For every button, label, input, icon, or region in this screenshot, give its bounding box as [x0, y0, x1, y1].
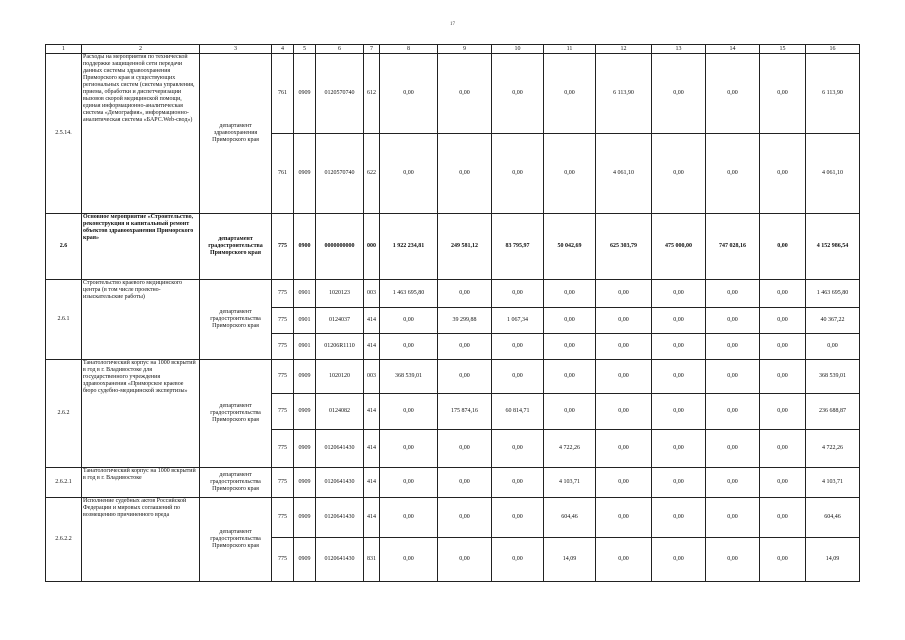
value-cell: 0,00: [492, 498, 544, 538]
table-row: [46, 498, 860, 538]
value-cell: 0,00: [706, 360, 760, 394]
value-cell: 4 152 986,54: [806, 214, 860, 280]
value-cell: 0,00: [760, 134, 806, 214]
value-cell: 0,00: [652, 280, 706, 308]
value-cell: 0,00: [652, 538, 706, 582]
value-cell: 0,00: [544, 394, 596, 430]
value-cell: 0120570740: [316, 54, 364, 134]
value-cell: 775: [272, 468, 294, 498]
value-cell: 0124082: [316, 394, 364, 430]
header-cell: 11: [544, 45, 596, 54]
header-row: [46, 45, 860, 54]
value-cell: 1 922 234,81: [380, 214, 438, 280]
value-cell: 0,00: [492, 280, 544, 308]
value-cell: 775: [272, 430, 294, 468]
item-description: Танатологический корпус на 1000 вскрытий в год в г. Владивостоке для государственного учреждения здравоохранения «Приморское краевое бюро судебно-медицинской экспертизы»: [82, 360, 200, 468]
value-cell: 0,00: [544, 308, 596, 334]
value-cell: 175 874,16: [438, 394, 492, 430]
value-cell: 0,00: [706, 308, 760, 334]
value-cell: 0120570740: [316, 134, 364, 214]
value-cell: 0,00: [438, 280, 492, 308]
value-cell: 236 688,87: [806, 394, 860, 430]
value-cell: 831: [364, 538, 380, 582]
value-cell: 0909: [294, 394, 316, 430]
value-cell: 0901: [294, 308, 316, 334]
value-cell: 625 303,79: [596, 214, 652, 280]
value-cell: 0,00: [438, 54, 492, 134]
value-cell: 000: [364, 214, 380, 280]
value-cell: 0,00: [544, 280, 596, 308]
value-cell: 0,00: [760, 430, 806, 468]
value-cell: 0,00: [652, 498, 706, 538]
value-cell: 0901: [294, 334, 316, 360]
value-cell: 0,00: [438, 360, 492, 394]
value-cell: 0,00: [492, 360, 544, 394]
value-cell: 0,00: [380, 538, 438, 582]
value-cell: 775: [272, 308, 294, 334]
value-cell: 0909: [294, 360, 316, 394]
value-cell: 1 463 695,80: [380, 280, 438, 308]
value-cell: 475 000,00: [652, 214, 706, 280]
value-cell: 6 113,90: [806, 54, 860, 134]
item-description: Основное мероприятие «Строительство, реконструкция и капитальный ремонт объектов здравоохранения Приморского края»: [82, 214, 200, 280]
value-cell: 0901: [294, 280, 316, 308]
value-cell: 0,00: [760, 498, 806, 538]
value-cell: 01206R1110: [316, 334, 364, 360]
value-cell: 0120641430: [316, 468, 364, 498]
table-row: [46, 214, 860, 280]
value-cell: 14,09: [806, 538, 860, 582]
value-cell: 0900: [294, 214, 316, 280]
value-cell: 747 028,16: [706, 214, 760, 280]
value-cell: 0,00: [652, 54, 706, 134]
value-cell: 39 299,88: [438, 308, 492, 334]
value-cell: 0,00: [706, 394, 760, 430]
value-cell: 0,00: [760, 54, 806, 134]
value-cell: 249 581,12: [438, 214, 492, 280]
value-cell: 0,00: [438, 538, 492, 582]
value-cell: 0,00: [380, 430, 438, 468]
value-cell: 4 103,71: [544, 468, 596, 498]
item-description: Расходы на мероприятия по технической поддержке защищенной сети передачи данных системы здравоохранения Приморского края и существующих региональных систем (система управления, приема, обработки и диспетчеризации вызовов скорой медицинской помощи, единая информационно-аналитическая система «Демография», информационно-аналитическая система «БАРС.Web-свод»): [82, 54, 200, 214]
value-cell: 0,00: [380, 498, 438, 538]
value-cell: 003: [364, 360, 380, 394]
item-executor: департамент градостроительства Приморского края: [200, 468, 272, 498]
value-cell: 0,00: [492, 430, 544, 468]
budget-table: [45, 44, 860, 582]
value-cell: 0909: [294, 54, 316, 134]
value-cell: 0,00: [706, 468, 760, 498]
header-cell: 4: [272, 45, 294, 54]
value-cell: 414: [364, 394, 380, 430]
header-cell: 13: [652, 45, 706, 54]
value-cell: 0,00: [760, 538, 806, 582]
value-cell: 0909: [294, 538, 316, 582]
item-executor: департамент здравоохранения Приморского края: [200, 54, 272, 214]
value-cell: 003: [364, 280, 380, 308]
value-cell: 83 795,97: [492, 214, 544, 280]
value-cell: 622: [364, 134, 380, 214]
item-number: 2.6.1: [46, 280, 82, 360]
value-cell: 1 463 695,80: [806, 280, 860, 308]
value-cell: 761: [272, 134, 294, 214]
value-cell: 604,46: [806, 498, 860, 538]
header-cell: 6: [316, 45, 364, 54]
table-row: [46, 54, 860, 134]
value-cell: 414: [364, 468, 380, 498]
table-row: [46, 360, 860, 394]
value-cell: 0,00: [492, 468, 544, 498]
value-cell: 0,00: [760, 280, 806, 308]
table-body: [46, 54, 860, 582]
value-cell: 0,00: [760, 360, 806, 394]
value-cell: 0,00: [596, 394, 652, 430]
value-cell: 775: [272, 360, 294, 394]
value-cell: 60 814,71: [492, 394, 544, 430]
header-cell: 8: [380, 45, 438, 54]
value-cell: 0,00: [706, 134, 760, 214]
value-cell: 0,00: [380, 468, 438, 498]
table-row: [46, 468, 860, 498]
page-number: 17: [450, 22, 455, 27]
value-cell: 0909: [294, 468, 316, 498]
header-cell: 16: [806, 45, 860, 54]
value-cell: 414: [364, 334, 380, 360]
value-cell: 0,00: [596, 360, 652, 394]
header-cell: 5: [294, 45, 316, 54]
value-cell: 0,00: [596, 498, 652, 538]
item-executor: департамент градостроительства Приморского края: [200, 498, 272, 582]
value-cell: 0,00: [596, 308, 652, 334]
value-cell: 0,00: [380, 54, 438, 134]
value-cell: 0909: [294, 498, 316, 538]
value-cell: 0,00: [760, 394, 806, 430]
value-cell: 0,00: [596, 334, 652, 360]
value-cell: 775: [272, 538, 294, 582]
value-cell: 0,00: [544, 134, 596, 214]
value-cell: 0,00: [760, 334, 806, 360]
value-cell: 0,00: [438, 498, 492, 538]
value-cell: 0,00: [380, 134, 438, 214]
header-cell: 9: [438, 45, 492, 54]
value-cell: 1020123: [316, 280, 364, 308]
value-cell: 0,00: [706, 430, 760, 468]
value-cell: 0,00: [380, 394, 438, 430]
value-cell: 0,00: [492, 134, 544, 214]
header-cell: 15: [760, 45, 806, 54]
value-cell: 414: [364, 498, 380, 538]
value-cell: 0,00: [706, 334, 760, 360]
value-cell: 0,00: [438, 334, 492, 360]
value-cell: 0909: [294, 430, 316, 468]
value-cell: 414: [364, 308, 380, 334]
item-number: 2.5.14.: [46, 54, 82, 214]
value-cell: 0,00: [706, 54, 760, 134]
value-cell: 604,46: [544, 498, 596, 538]
value-cell: 1 067,34: [492, 308, 544, 334]
value-cell: 0,00: [596, 280, 652, 308]
item-description: Строительство краевого медицинского центра (в том числе проектно-изыскательские работы): [82, 280, 200, 360]
value-cell: 0000000000: [316, 214, 364, 280]
value-cell: 0,00: [380, 334, 438, 360]
value-cell: 0,00: [596, 468, 652, 498]
header-cell: 2: [82, 45, 200, 54]
value-cell: 0,00: [760, 468, 806, 498]
value-cell: 0120641430: [316, 538, 364, 582]
value-cell: 4 722,26: [544, 430, 596, 468]
value-cell: 4 061,10: [806, 134, 860, 214]
value-cell: 0909: [294, 134, 316, 214]
header-cell: 12: [596, 45, 652, 54]
value-cell: 775: [272, 214, 294, 280]
value-cell: 0,00: [380, 308, 438, 334]
value-cell: 0,00: [492, 538, 544, 582]
value-cell: 775: [272, 394, 294, 430]
value-cell: 0124037: [316, 308, 364, 334]
value-cell: 0,00: [438, 134, 492, 214]
value-cell: 0120641430: [316, 430, 364, 468]
value-cell: 612: [364, 54, 380, 134]
value-cell: 4 061,10: [596, 134, 652, 214]
value-cell: 368 539,01: [380, 360, 438, 394]
value-cell: 414: [364, 430, 380, 468]
value-cell: 0120641430: [316, 498, 364, 538]
value-cell: 0,00: [760, 308, 806, 334]
value-cell: 0,00: [492, 334, 544, 360]
value-cell: 761: [272, 54, 294, 134]
item-executor: департамент градостроительства Приморского края: [200, 360, 272, 468]
value-cell: 0,00: [544, 334, 596, 360]
item-description: Исполнение судебных актов Российской Федерации и мировых соглашений по возмещению причиненного вреда: [82, 498, 200, 582]
value-cell: 0,00: [706, 498, 760, 538]
value-cell: 0,00: [652, 430, 706, 468]
header-cell: 3: [200, 45, 272, 54]
value-cell: 0,00: [596, 430, 652, 468]
header-cell: 1: [46, 45, 82, 54]
value-cell: 775: [272, 280, 294, 308]
value-cell: 0,00: [706, 538, 760, 582]
item-number: 2.6: [46, 214, 82, 280]
value-cell: 14,09: [544, 538, 596, 582]
value-cell: 368 539,01: [806, 360, 860, 394]
value-cell: 4 722,26: [806, 430, 860, 468]
value-cell: 0,00: [544, 54, 596, 134]
value-cell: 0,00: [596, 538, 652, 582]
item-number: 2.6.2.2: [46, 498, 82, 582]
item-executor: департамент градостроительства Приморского края: [200, 214, 272, 280]
value-cell: 775: [272, 498, 294, 538]
item-executor: департамент градостроительства Приморского края: [200, 280, 272, 360]
value-cell: 0,00: [492, 54, 544, 134]
header-cell: 7: [364, 45, 380, 54]
value-cell: 40 367,22: [806, 308, 860, 334]
header-cell: 14: [706, 45, 760, 54]
value-cell: 0,00: [652, 394, 706, 430]
value-cell: 1020120: [316, 360, 364, 394]
value-cell: 0,00: [652, 334, 706, 360]
item-description: Танатологический корпус на 1000 вскрытий в год в г. Владивостоке: [82, 468, 200, 498]
value-cell: 0,00: [760, 214, 806, 280]
value-cell: 50 042,69: [544, 214, 596, 280]
value-cell: 0,00: [806, 334, 860, 360]
value-cell: 0,00: [652, 360, 706, 394]
value-cell: 0,00: [438, 468, 492, 498]
header-cell: 10: [492, 45, 544, 54]
value-cell: 0,00: [544, 360, 596, 394]
value-cell: 775: [272, 334, 294, 360]
value-cell: 0,00: [652, 468, 706, 498]
item-number: 2.6.2: [46, 360, 82, 468]
value-cell: 0,00: [706, 280, 760, 308]
value-cell: 0,00: [652, 308, 706, 334]
value-cell: 0,00: [652, 134, 706, 214]
item-number: 2.6.2.1: [46, 468, 82, 498]
table-row: [46, 280, 860, 308]
value-cell: 6 113,90: [596, 54, 652, 134]
value-cell: 4 103,71: [806, 468, 860, 498]
value-cell: 0,00: [438, 430, 492, 468]
